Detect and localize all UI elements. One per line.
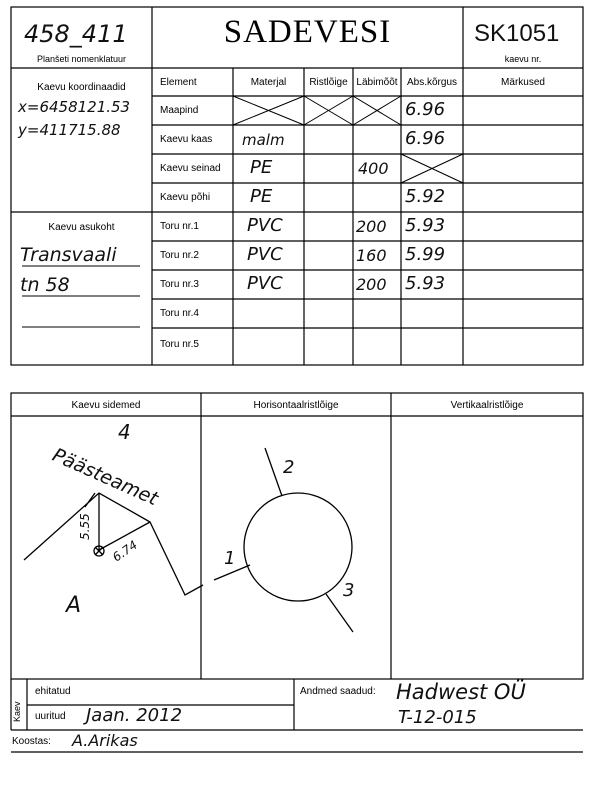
row-element: Kaevu põhi	[160, 192, 211, 203]
col-header-section: Ristlõige	[309, 77, 348, 88]
coordinate-y: y=411715.88	[18, 121, 121, 139]
point-number-label: 4	[118, 420, 131, 444]
row-diameter: 400	[358, 159, 389, 178]
row-material: PVC	[247, 273, 283, 294]
pipe-number-1: 1	[224, 548, 236, 569]
pipe-number-2: 2	[283, 457, 295, 478]
row-element: Kaevu seinad	[160, 163, 221, 174]
point-label: A	[66, 593, 82, 618]
row-material: PE	[250, 186, 273, 207]
surveyed-label: uuritud	[35, 711, 66, 722]
row-diameter: 160	[356, 246, 387, 265]
col-header-notes: Märkused	[501, 77, 545, 88]
well-side-label: Kaev	[12, 701, 22, 722]
col-header-diameter: Läbimõõt	[356, 77, 398, 88]
surveyed-value: Jaan. 2012	[86, 705, 183, 726]
row-diameter: 200	[356, 275, 387, 294]
coordinate-x: x=6458121.53	[18, 98, 131, 116]
data-by-label: Andmed saadud:	[300, 686, 376, 697]
street-label: Päästeamet	[49, 444, 162, 511]
horizontal-section-title: Horisontaalristlõige	[253, 400, 339, 411]
sheet-caption: Planšeti nomenklatuur	[36, 54, 127, 64]
row-elevation: 5.92	[405, 186, 446, 207]
row-element: Toru nr.2	[160, 250, 199, 261]
vertical-section-title: Vertikaalristlõige	[450, 400, 524, 411]
row-elevation: 5.99	[405, 244, 446, 265]
well-number: SK1051	[474, 20, 560, 47]
row-element: Toru nr.4	[160, 308, 199, 319]
pipe-number-3: 3	[343, 580, 355, 601]
location-label: Kaevu asukoht	[48, 222, 115, 233]
built-label: ehitatud	[35, 686, 71, 697]
row-elevation: 6.96	[405, 99, 446, 120]
row-material: PVC	[247, 244, 283, 265]
col-header-material: Materjal	[250, 77, 287, 88]
compiled-label: Koostas:	[12, 736, 51, 747]
row-material: PE	[250, 157, 273, 178]
data-by-value: Hadwest OÜ	[396, 680, 526, 704]
row-element: Toru nr.3	[160, 279, 199, 290]
coordinates-label: Kaevu koordinaadid	[37, 82, 126, 93]
col-header-element: Element	[160, 77, 197, 88]
row-element: Toru nr.5	[160, 339, 199, 350]
row-elevation: 6.96	[405, 128, 446, 149]
links-sketch-lines	[24, 493, 203, 595]
row-element: Maapind	[160, 105, 199, 116]
location-line-1: Transvaali	[20, 244, 117, 266]
data-by-reference: T-12-015	[398, 707, 477, 728]
row-material: PVC	[247, 215, 283, 236]
row-material: malm	[242, 131, 285, 149]
sheet-number: 458_411	[24, 20, 128, 48]
dimension-label-2: 6.74	[110, 537, 140, 565]
row-element: Toru nr.1	[160, 221, 199, 232]
well-caption: kaevu nr.	[504, 54, 542, 64]
row-element: Kaevu kaas	[160, 134, 213, 145]
col-header-elevation: Abs.kõrgus	[406, 77, 458, 88]
dimension-label-1: 5.55	[78, 513, 92, 540]
row-elevation: 5.93	[405, 273, 446, 294]
links-title: Kaevu sidemed	[71, 400, 141, 411]
compiled-value: A.Arikas	[72, 731, 138, 750]
location-line-2: tn 58	[20, 274, 70, 296]
row-elevation: 5.93	[405, 215, 446, 236]
row-diameter: 200	[356, 217, 387, 236]
form-title: SADEVESI	[223, 14, 392, 50]
